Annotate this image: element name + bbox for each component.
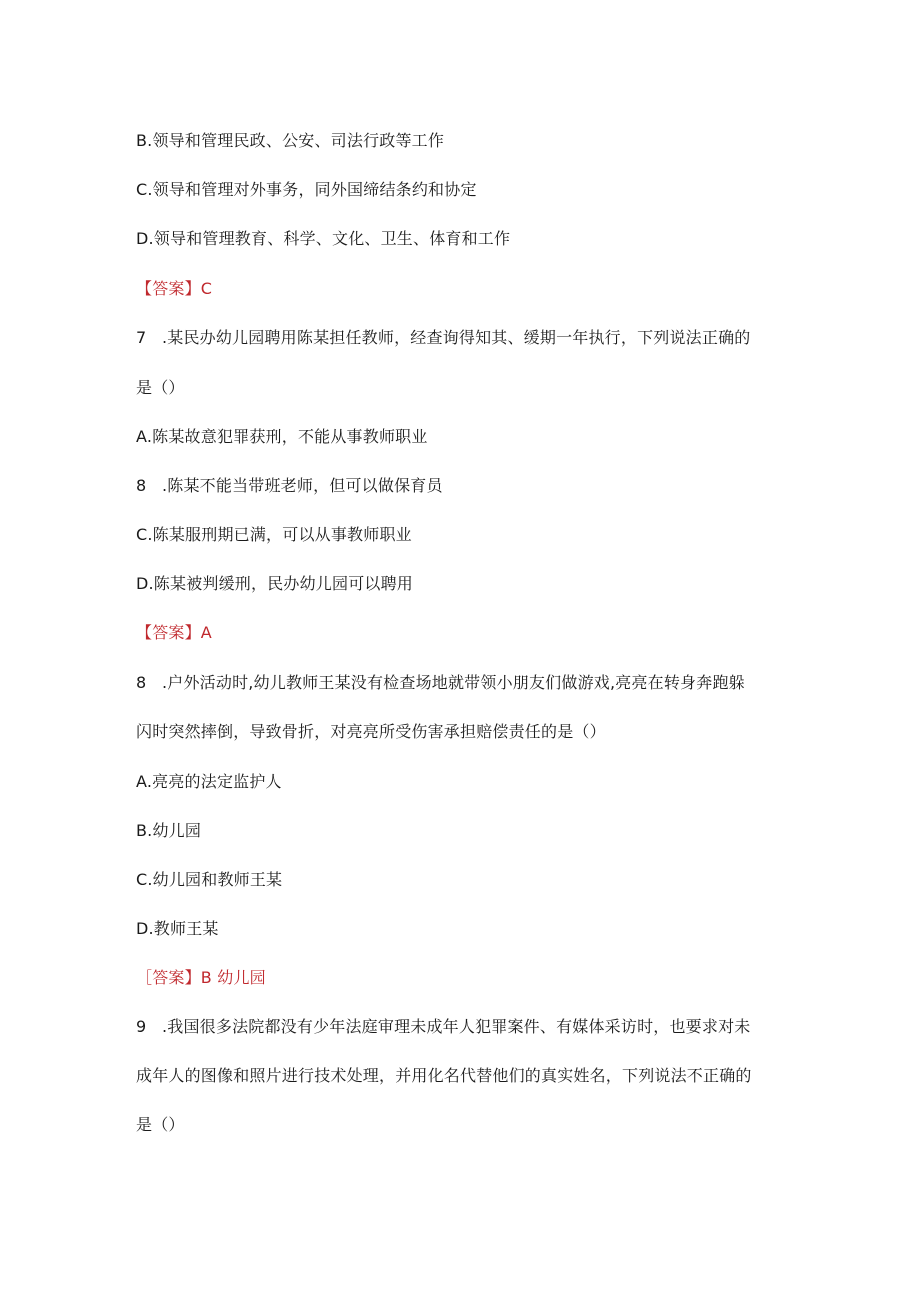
q7-option-c: C.陈某服刑期已满，可以从事教师职业 (136, 525, 412, 544)
q8-stem-line1 (136, 673, 745, 693)
q8-number: 8 (136, 673, 147, 692)
q9-stem-line2: 成年人的图像和照片进行技术处理，并用化名代替他们的真实姓名，下列说法不正确的 (136, 1066, 752, 1085)
q8-option-a: A.亮亮的法定监护人 (136, 772, 282, 791)
q6-option-d: D.领导和管理教育、科学、文化、卫生、体育和工作 (136, 229, 511, 248)
q8-stem-text: .户外活动时,幼儿教师王某没有检查场地就带领小朋友们做游戏,亮亮在转身奔跑躲 (162, 673, 745, 692)
q7-option-b (136, 476, 443, 496)
q8-option-b: B.幼儿园 (136, 821, 202, 840)
q7-option-a: A.陈某故意犯罪获刑，不能从事教师职业 (136, 427, 428, 446)
q8-option-d: D.教师王某 (136, 919, 219, 938)
q7-option-b-text: .陈某不能当带班老师，但可以做保育员 (162, 476, 443, 495)
q6-option-c: C.领导和管理对外事务，同外国缔结条约和协定 (136, 180, 477, 199)
q7-stem-text: .某民办幼儿园聘用陈某担任教师，经查询得知其、缓期一年执行，下列说法正确的 (162, 328, 751, 347)
q7-stem-line2: 是（） (136, 378, 185, 397)
q8-option-c: C.幼儿园和教师王某 (136, 870, 283, 889)
q7-option-b-number: 8 (136, 476, 147, 495)
q9-stem-text: .我国很多法院都没有少年法庭审理未成年人犯罪案件、有媒体采访时，也要求对未 (162, 1017, 751, 1036)
q7-option-d: D.陈某被判缓刑，民办幼儿园可以聘用 (136, 574, 414, 593)
q8-answer: ［答案】B 幼儿园 (136, 968, 266, 987)
q9-stem-line1 (136, 1017, 751, 1037)
q7-stem-line1 (136, 328, 751, 348)
q7-answer: 【答案】A (136, 623, 212, 642)
q6-answer: 【答案】C (136, 279, 213, 298)
q7-number: 7 (136, 328, 147, 347)
q6-option-b: B.领导和管理民政、公安、司法行政等工作 (136, 131, 445, 150)
q9-stem-line3: 是（） (136, 1115, 185, 1134)
q9-number: 9 (136, 1017, 147, 1036)
q8-stem-line2: 闪时突然摔倒，导致骨折，对亮亮所受伤害承担赔偿责任的是（） (136, 722, 606, 741)
